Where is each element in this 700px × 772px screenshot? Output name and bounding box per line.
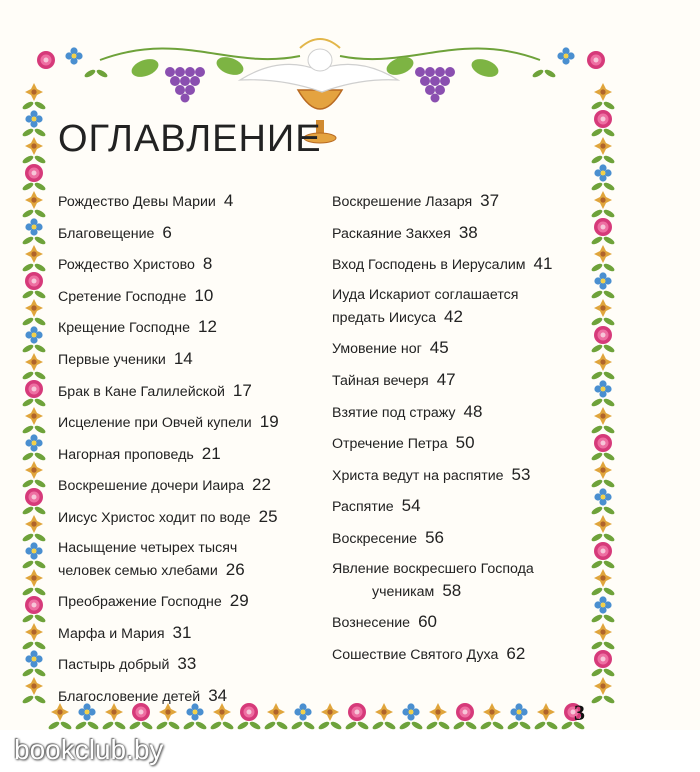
toc-entry: Воскрешение дочери Иаира 22 xyxy=(58,475,271,495)
toc-entry: Христа ведут на распятие 53 xyxy=(332,464,531,484)
toc-entry: Иуда Искариот соглашается предать Иисуса 42 xyxy=(332,286,519,326)
page-title: ОГЛАВЛЕНИЕ xyxy=(58,118,322,160)
toc-entry: Тайная вечеря 47 xyxy=(332,369,456,389)
toc-entry: Вознесение 60 xyxy=(332,612,437,632)
toc-left-column xyxy=(58,186,328,713)
toc-entry: Явление воскресшего Господа ученикам 58 xyxy=(332,560,534,600)
toc-entry: Отречение Петра 50 xyxy=(332,433,475,453)
toc-entry: Раскаяние Закхея 38 xyxy=(332,222,478,242)
toc-entry: Сретение Господне 10 xyxy=(58,285,214,305)
toc-entry: Преображение Господне 29 xyxy=(58,591,249,611)
page-number: 3 xyxy=(574,700,585,725)
toc-entry: Умовение ног 45 xyxy=(332,338,449,358)
toc-entry: Нагорная проповедь 21 xyxy=(58,443,221,463)
toc-entry: Сошествие Святого Духа 62 xyxy=(332,643,526,663)
watermark xyxy=(0,730,700,772)
toc-entry: Распятие 54 xyxy=(332,496,421,516)
toc-entry: Иисус Христос ходит по воде 25 xyxy=(58,506,278,526)
toc-right-column xyxy=(332,186,592,670)
toc-entry: Брак в Кане Галилейской 17 xyxy=(58,380,252,400)
watermark-text: bookclub.by xyxy=(14,734,164,765)
toc-entry: Рождество Девы Марии 4 xyxy=(58,191,234,210)
toc-entry: Крещение Господне 12 xyxy=(58,317,217,337)
toc-entry: Воскресение 56 xyxy=(332,527,444,547)
toc-entry: Рождество Христово 8 xyxy=(58,254,213,274)
toc-entry: Исцеление при Овчей купели 19 xyxy=(58,412,279,432)
toc-entry: Первые ученики 14 xyxy=(58,348,193,368)
toc-entry: Воскрешение Лазаря 37 xyxy=(332,191,500,210)
toc-entry: Взятие под стражу 48 xyxy=(332,401,483,421)
toc-entry: Вход Господень в Иерусалим 41 xyxy=(332,254,553,274)
toc-entry: Пастырь добрый 33 xyxy=(58,654,197,674)
toc-entry: Благовещение 6 xyxy=(58,222,172,242)
toc-entry: Насыщение четырех тысяч человек семью хлебами 26 xyxy=(58,539,245,579)
toc-entry: Марфа и Мария 31 xyxy=(58,622,192,642)
toc-entry: Благословение детей 34 xyxy=(58,685,228,705)
